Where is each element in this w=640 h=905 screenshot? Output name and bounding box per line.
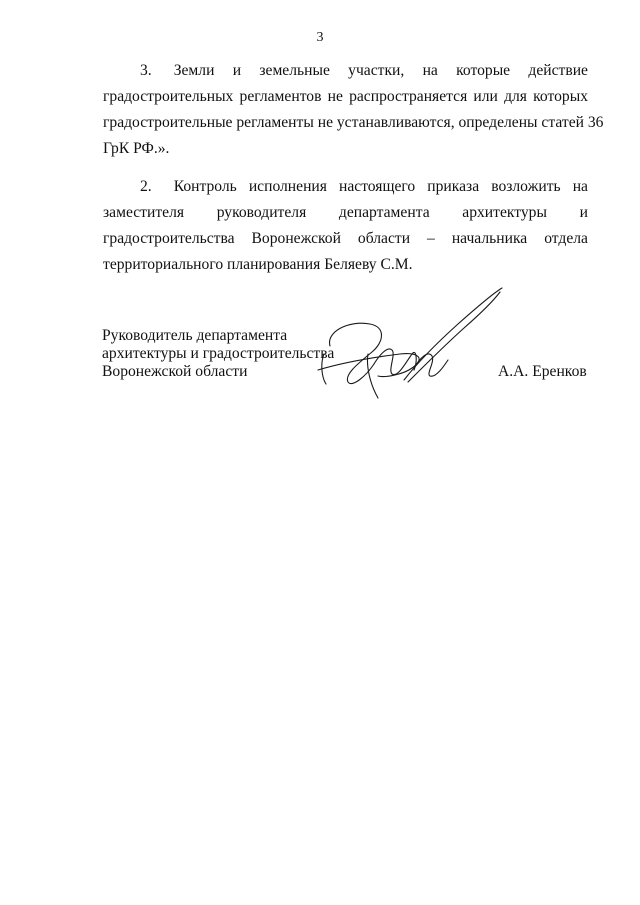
word: регламентов: [239, 88, 322, 105]
paragraph-3-line-1: [103, 58, 588, 84]
paragraph-2-line-2: [103, 200, 588, 226]
signer-name: А.А. Еренков: [498, 363, 587, 380]
signer-position-line-1: Руководитель департамента: [102, 327, 288, 344]
signer-position-line-3: Воронежской области: [102, 363, 248, 380]
word: которых: [533, 88, 588, 105]
word: департамента: [338, 204, 430, 221]
word: Контроль: [173, 178, 237, 195]
paragraph-2: [103, 174, 588, 278]
word: и: [579, 204, 588, 221]
word: действие: [528, 62, 588, 79]
word: распространяется: [349, 88, 468, 105]
paragraph-2-line-1: [103, 174, 588, 200]
signature-stroke: [330, 323, 382, 383]
word: заместителя: [103, 204, 185, 221]
word: Воронежской: [251, 230, 341, 247]
signature-stroke: [408, 292, 500, 382]
word: земельные: [259, 62, 330, 79]
word: начальника: [451, 230, 528, 247]
word: градостроительства: [103, 230, 235, 247]
signer-position: [102, 327, 334, 381]
paragraph-3-line-2: [103, 84, 588, 110]
word: которые: [456, 62, 511, 79]
paragraph-3-line-4: ГрК РФ.».: [103, 140, 170, 157]
paragraph-2-line-4: территориального планирования Беляеву С.М.: [103, 256, 413, 273]
paragraph-2-number: 2.: [140, 178, 152, 195]
word: возложить: [491, 178, 561, 195]
word: области: [357, 230, 411, 247]
word: на: [572, 178, 588, 195]
word: или: [473, 88, 498, 105]
signer-position-line-2: архитектуры и градостроительства: [102, 345, 335, 362]
word: настоящего: [339, 178, 416, 195]
page-number: 3: [316, 30, 324, 45]
paragraph-3-number: 3.: [140, 62, 152, 79]
signature-stroke: [374, 349, 416, 375]
paragraph-3: [103, 58, 604, 162]
paragraph-3-first-segment: [103, 58, 214, 84]
word: на: [422, 62, 438, 79]
paragraph-3-line-3: градостроительные регламенты не устанавливаются, определены статей 36: [103, 114, 604, 131]
word: архитектуры: [462, 204, 547, 221]
word: и: [232, 62, 242, 79]
word: не: [327, 88, 343, 105]
word: руководителя: [216, 204, 307, 221]
handwritten-signature: [308, 284, 518, 404]
word: приказа: [427, 178, 480, 195]
word: Земли: [173, 62, 215, 79]
word: градостроительных: [103, 88, 234, 105]
document-body: [103, 58, 604, 290]
word: исполнения: [248, 178, 327, 195]
signature-stroke: [404, 288, 502, 380]
paragraph-2-first-segment: [103, 174, 237, 200]
paragraph-2-line-3: [103, 226, 588, 252]
word: –: [427, 230, 435, 247]
word: для: [504, 88, 527, 105]
word: отдела: [544, 230, 588, 247]
word: участки,: [348, 62, 405, 79]
